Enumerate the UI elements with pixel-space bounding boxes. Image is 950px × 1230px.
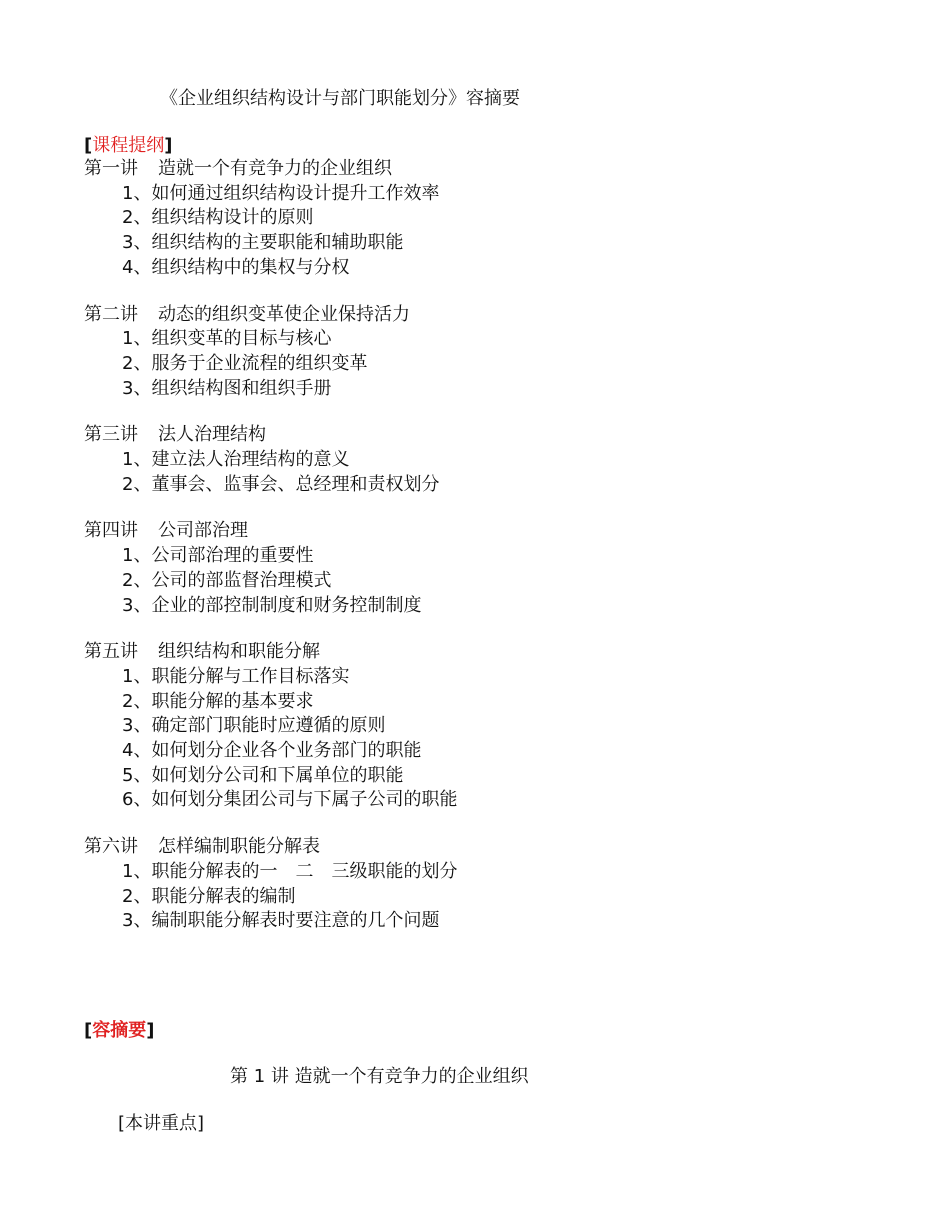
lecture-item: 2、组织结构设计的原则 bbox=[122, 207, 314, 229]
lecture-number: 第一讲 bbox=[84, 158, 138, 179]
lecture-item: 3、确定部门职能时应遵循的原则 bbox=[122, 715, 386, 737]
lecture-item: 1、如何通过组织结构设计提升工作效率 bbox=[122, 182, 440, 204]
outline-heading-close-bracket: ] bbox=[164, 135, 173, 156]
lecture-item: 4、组织结构中的集权与分权 bbox=[122, 256, 350, 278]
lecture-item: 3、组织结构的主要职能和辅助职能 bbox=[122, 232, 404, 254]
lecture-title bbox=[84, 303, 884, 328]
lecture-block bbox=[84, 640, 884, 813]
lecture-name: 法人治理结构 bbox=[158, 424, 266, 446]
lecture-item: 3、组织结构图和组织手册 bbox=[122, 377, 332, 399]
outline-heading-label: 课程提纲 bbox=[92, 135, 165, 156]
summary-lecture-title: 第 1 讲 造就一个有竞争力的企业组织 bbox=[230, 1066, 529, 1087]
lecture-item: 2、公司的部监督治理模式 bbox=[122, 569, 332, 591]
lecture-name: 造就一个有竞争力的企业组织 bbox=[158, 158, 392, 179]
lecture-title bbox=[84, 157, 884, 182]
lecture-name: 动态的组织变革使企业保持活力 bbox=[158, 303, 410, 325]
lecture-item: 6、如何划分集团公司与下属子公司的职能 bbox=[122, 789, 458, 811]
lecture-item: 2、董事会、监事会、总经理和责权划分 bbox=[122, 473, 440, 495]
lecture-name: 公司部治理 bbox=[158, 520, 248, 542]
lecture-number: 第三讲 bbox=[84, 424, 138, 446]
outline-heading bbox=[84, 131, 172, 157]
lecture-title bbox=[84, 640, 884, 665]
lecture-item: 4、如何划分企业各个业务部门的职能 bbox=[122, 740, 422, 762]
summary-heading-open-bracket: [ bbox=[84, 1020, 93, 1041]
lecture-item: 3、编制职能分解表时要注意的几个问题 bbox=[122, 910, 440, 932]
lecture-block bbox=[84, 423, 884, 497]
lecture-number: 第四讲 bbox=[84, 520, 138, 542]
lecture-item: 1、职能分解与工作目标落实 bbox=[122, 665, 350, 687]
lecture-item: 1、组织变革的目标与核心 bbox=[122, 328, 332, 350]
lecture-number: 第六讲 bbox=[84, 836, 138, 858]
key-points-label: [本讲重点] bbox=[118, 1113, 205, 1134]
document-title: 《企业组织结构设计与部门职能划分》容摘要 bbox=[160, 88, 520, 109]
lecture-block bbox=[84, 835, 884, 934]
lecture-name: 怎样编制职能分解表 bbox=[158, 836, 320, 858]
lecture-block bbox=[84, 157, 884, 281]
lecture-title bbox=[84, 423, 884, 448]
lecture-item: 3、企业的部控制制度和财务控制制度 bbox=[122, 594, 422, 616]
lecture-number: 第二讲 bbox=[84, 303, 138, 325]
lecture-item: 5、如何划分公司和下属单位的职能 bbox=[122, 764, 404, 786]
lecture-title bbox=[84, 519, 884, 544]
outline-heading-open-bracket: [ bbox=[84, 135, 93, 156]
summary-heading-close-bracket: ] bbox=[146, 1020, 155, 1041]
lecture-item: 2、职能分解表的编制 bbox=[122, 885, 296, 907]
lecture-name: 组织结构和职能分解 bbox=[158, 641, 320, 663]
summary-heading bbox=[84, 1016, 154, 1042]
lecture-item: 2、服务于企业流程的组织变革 bbox=[122, 352, 368, 374]
lecture-item: 2、职能分解的基本要求 bbox=[122, 690, 314, 712]
course-outline bbox=[84, 157, 884, 956]
lecture-item: 1、职能分解表的一 二 三级职能的划分 bbox=[122, 860, 458, 882]
lecture-item: 1、建立法人治理结构的意义 bbox=[122, 449, 350, 471]
lecture-block bbox=[84, 303, 884, 402]
lecture-block bbox=[84, 519, 884, 618]
lecture-title bbox=[84, 835, 884, 860]
summary-heading-label: 容摘要 bbox=[92, 1020, 147, 1041]
lecture-item: 1、公司部治理的重要性 bbox=[122, 545, 314, 567]
lecture-number: 第五讲 bbox=[84, 641, 138, 663]
